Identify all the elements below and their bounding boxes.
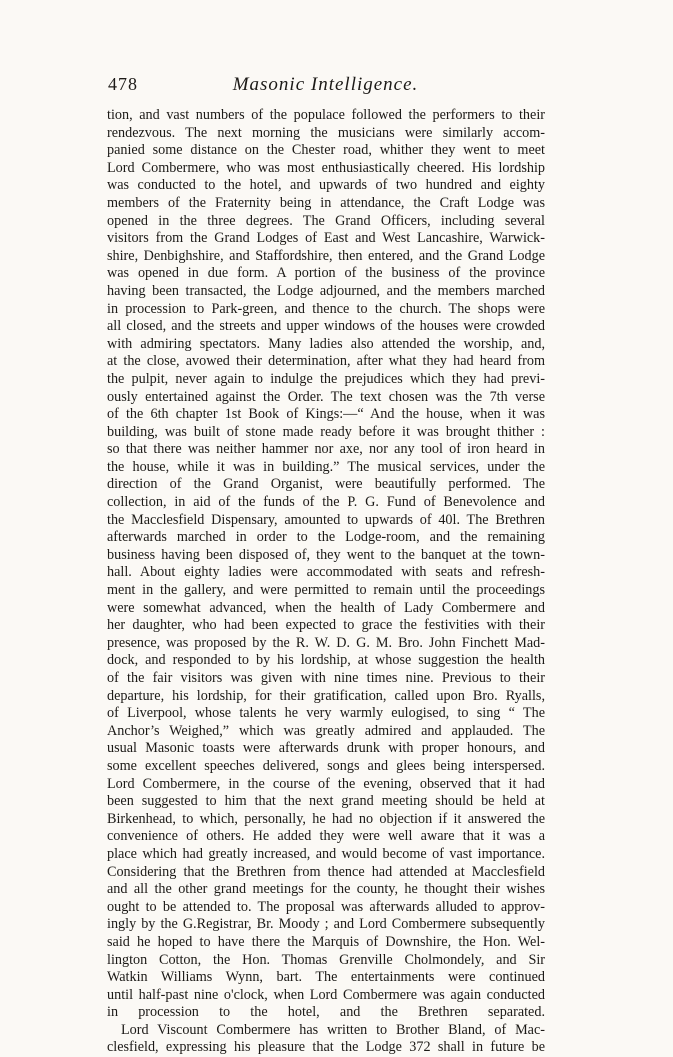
text-line: been suggested to him that the next grand meeting should be held at [107,793,545,810]
body-text [107,107,545,1057]
text-line: shire, Denbighshire, and Staffordshire, then entered, and the Grand Lodge [107,247,545,264]
text-line: opened in the three degrees. The Grand Officers, including several [107,212,545,229]
text-line-paragraph-start: Lord Viscount Combermere has written to Brother Bland, of Mac- [121,1021,545,1038]
text-line: so that there was neither hammer nor axe, nor any tool of iron heard in [107,441,545,458]
text-line: the pulpit, never again to indulge the prejudices which they had previ- [107,370,545,387]
page-header [108,74,543,100]
text-line: was opened in due form. A portion of the business of the province [107,265,545,282]
text-line: and all the other grand meetings for the county, he thought their wishes [107,881,545,898]
text-line: ously entertained against the Order. The text chosen was the 7th verse [107,388,545,405]
text-line: in procession to the hotel, and the Brethren separated. [107,1004,545,1021]
running-title: Masonic Intelligence. [232,74,419,95]
text-line: business having been disposed of, they went to the banquet at the town- [107,546,545,563]
text-line: afterwards marched in order to the Lodge-room, and the remaining [107,529,545,546]
text-line: ment in the gallery, and were permitted to remain until the proceedings [107,582,545,599]
text-line: hall. About eighty ladies were accommodated with seats and refresh- [107,564,545,581]
text-line: panied some distance on the Chester road, whither they went to meet [107,142,545,159]
text-line: having been transacted, the Lodge adjourned, and the members marched [107,282,545,299]
text-line: some excellent speeches delivered, songs and glees being interspersed. [107,757,545,774]
text-line: usual Masonic toasts were afterwards drunk with proper honours, and [107,740,545,757]
text-line: convenience of others. He added they were well aware that it was a [107,828,545,845]
text-line: of the 6th chapter 1st Book of Kings:—“ And the house, when it was [107,406,545,423]
text-line: presence, was proposed by the R. W. D. G. M. Bro. John Finchett Mad- [107,634,545,651]
text-line: collection, in aid of the funds of the P. G. Fund of Benevolence and [107,494,545,511]
text-line: until half-past nine o'clock, when Lord Combermere was again conducted [107,986,545,1003]
text-line: the house, while it was in building.” The musical services, under the [107,458,545,475]
text-line: clesfield, expressing his pleasure that the Lodge 372 shall in future be [107,1039,545,1056]
text-line: Considering that the Brethren from thence had attended at Macclesfield [107,863,545,880]
text-line: lington Cotton, the Hon. Thomas Grenville Cholmondely, and Sir [107,951,545,968]
text-line: rendezvous. The next morning the musicians were similarly accom- [107,124,545,141]
text-line: with admiring spectators. Many ladies also attended the worship, and, [107,335,545,352]
text-line: Anchor’s Weighed,” which was greatly admired and applauded. The [107,722,545,739]
text-line: her daughter, who had been expected to grace the festivities with their [107,617,545,634]
text-line: Watkin Williams Wynn, bart. The entertainments were continued [107,969,545,986]
text-line: members of the Fraternity being in attendance, the Craft Lodge was [107,194,545,211]
text-line: said he hoped to have there the Marquis of Downshire, the Hon. Wel- [107,933,545,950]
text-line: ought to be attended to. The proposal was afterwards alluded to approv- [107,898,545,915]
page-number: 478 [108,74,138,94]
text-line: visitors from the Grand Lodges of East and West Lancashire, Warwick- [107,230,545,247]
text-line: Lord Combermere, in the course of the evening, observed that it had [107,775,545,792]
text-line: Lord Combermere, who was most enthusiastically cheered. His lordship [107,159,545,176]
text-line: at the close, avowed their determination, after what they had heard from [107,353,545,370]
text-line: departure, his lordship, for their gratification, called upon Bro. Ryalls, [107,687,545,704]
text-line: were somewhat advanced, when the health of Lady Combermere and [107,599,545,616]
text-line: building, was built of stone made ready before it was brought thither : [107,423,545,440]
text-line: Birkenhead, to which, personally, he had no objection if it answered the [107,810,545,827]
text-line: in procession to Park-green, and thence to the church. The shops were [107,300,545,317]
text-line: all closed, and the streets and upper windows of the houses were crowded [107,318,545,335]
text-line: of Liverpool, whose talents he very warmly eulogised, to sing “ The [107,705,545,722]
text-line: the Macclesfield Dispensary, amounted to upwards of 40l. The Brethren [107,511,545,528]
text-line: place which had greatly increased, and would become of vast importance. [107,845,545,862]
text-line: direction of the Grand Organist, were beautifully performed. The [107,476,545,493]
text-line: dock, and responded to by his lordship, at whose suggestion the health [107,652,545,669]
text-line: of the fair visitors was given with nine times nine. Previous to their [107,670,545,686]
text-line: was conducted to the hotel, and upwards of two hundred and eighty [107,177,545,194]
text-line: ingly by the G.Registrar, Br. Moody ; and Lord Combermere subsequently [107,916,545,933]
text-line: tion, and vast numbers of the populace followed the performers to their [107,107,545,123]
